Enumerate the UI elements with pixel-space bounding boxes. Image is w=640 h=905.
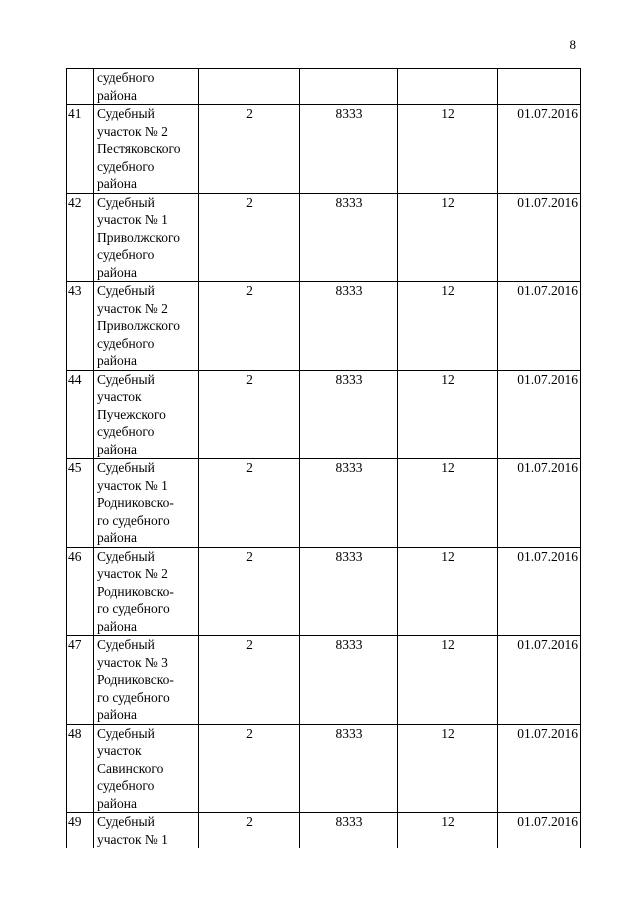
row-name-line: Родниковско-: [97, 495, 174, 510]
row-name-cell: [94, 813, 199, 849]
row-name-line: го судебного: [97, 601, 170, 616]
row-number-cell: 46: [67, 547, 94, 636]
row-name-line: судебного: [97, 424, 155, 439]
table-row: [67, 105, 581, 194]
row-name-line: судебного: [97, 70, 155, 85]
row-name-line: Приволжского: [97, 229, 180, 245]
row-date-cell: 01.07.2016: [498, 370, 581, 459]
page-number: 8: [569, 37, 576, 52]
row-number-cell: 42: [67, 193, 94, 282]
row-name-cell: [94, 724, 199, 813]
row-name-cell: [94, 370, 199, 459]
row-number-cell: 47: [67, 636, 94, 725]
row-date-cell: [498, 69, 581, 105]
row-col-b-cell: 8333: [300, 724, 398, 813]
row-col-b-cell: 8333: [300, 459, 398, 548]
row-name-line: района: [97, 707, 137, 722]
row-col-c-cell: 12: [398, 636, 498, 725]
row-number-cell: [67, 69, 94, 105]
row-name-line: района: [97, 87, 137, 103]
row-name-line: района: [97, 530, 137, 545]
row-col-c-cell: 12: [398, 547, 498, 636]
row-name-line: района: [97, 795, 137, 811]
row-name-line: Приволжского: [97, 318, 180, 333]
row-date-cell: 01.07.2016: [498, 459, 581, 548]
row-col-c-cell: 12: [398, 459, 498, 548]
row-number-cell: 48: [67, 724, 94, 813]
row-col-c-cell: 12: [398, 370, 498, 459]
row-name-line: Пучежского: [97, 406, 166, 422]
row-name-line: судебного: [97, 247, 155, 262]
row-name-line: Судебный: [97, 283, 155, 298]
row-date-cell: 01.07.2016: [498, 105, 581, 194]
row-date-cell: 01.07.2016: [498, 282, 581, 371]
row-col-a-cell: 2: [199, 813, 300, 849]
table-row: [67, 193, 581, 282]
row-name-line: Родниковско-: [97, 672, 174, 687]
row-name-cell: [94, 459, 199, 548]
row-name-line: участок № 2: [97, 566, 168, 581]
row-col-b-cell: 8333: [300, 282, 398, 371]
row-name-cell: [94, 547, 199, 636]
row-col-b-cell: 8333: [300, 193, 398, 282]
row-name-cell: [94, 193, 199, 282]
row-number-cell: 43: [67, 282, 94, 371]
row-col-b-cell: [300, 69, 398, 105]
row-col-a-cell: 2: [199, 636, 300, 725]
row-name-line: района: [97, 618, 137, 634]
row-col-b-cell: 8333: [300, 813, 398, 849]
row-date-cell: 01.07.2016: [498, 813, 581, 849]
row-name-line: участок № 3: [97, 654, 168, 670]
row-date-cell: 01.07.2016: [498, 724, 581, 813]
row-name-cell: [94, 282, 199, 371]
table-row: [67, 636, 581, 725]
row-name-line: Судебный: [97, 371, 155, 387]
row-col-a-cell: 2: [199, 282, 300, 371]
row-name-line: судебного: [97, 335, 155, 351]
row-name-line: Савинского: [97, 760, 164, 776]
table-row-continuation: [67, 69, 581, 105]
row-name-line: Судебный: [97, 814, 155, 829]
row-col-b-cell: 8333: [300, 105, 398, 194]
row-name-line: Судебный: [97, 725, 155, 741]
row-col-b-cell: 8333: [300, 636, 398, 725]
row-col-c-cell: 12: [398, 813, 498, 849]
row-name-cell: [94, 69, 199, 105]
row-date-cell: 01.07.2016: [498, 547, 581, 636]
row-date-cell: 01.07.2016: [498, 193, 581, 282]
row-number-cell: 49: [67, 813, 94, 849]
row-name-line: го судебного: [97, 689, 170, 705]
row-col-a-cell: [199, 69, 300, 105]
row-col-c-cell: 12: [398, 282, 498, 371]
row-name-cell: [94, 636, 199, 725]
table-row: [67, 813, 581, 849]
table-row: [67, 370, 581, 459]
row-name-line: Судебный: [97, 194, 155, 210]
row-col-c-cell: 12: [398, 105, 498, 194]
row-col-a-cell: 2: [199, 370, 300, 459]
row-name-line: района: [97, 264, 137, 280]
row-col-c-cell: 12: [398, 193, 498, 282]
table-row: [67, 282, 581, 371]
court-districts-table: [66, 68, 581, 848]
row-col-b-cell: 8333: [300, 547, 398, 636]
row-name-line: Судебный: [97, 637, 155, 652]
row-col-b-cell: 8333: [300, 370, 398, 459]
row-name-line: го судебного: [97, 512, 170, 528]
row-name-line: участок: [97, 389, 142, 404]
row-name-line: участок № 1: [97, 477, 168, 493]
row-name-line: Родниковско-: [97, 583, 174, 599]
row-date-cell: 01.07.2016: [498, 636, 581, 725]
row-name-line: района: [97, 176, 137, 191]
table-row: [67, 547, 581, 636]
row-name-line: судебного: [97, 158, 155, 174]
row-col-a-cell: 2: [199, 459, 300, 548]
row-name-cell: [94, 105, 199, 194]
table-row: [67, 459, 581, 548]
row-name-line: Пестяковского: [97, 141, 181, 156]
row-name-line: Судебный: [97, 106, 155, 121]
row-name-line: района: [97, 441, 137, 457]
row-col-a-cell: 2: [199, 105, 300, 194]
row-col-a-cell: 2: [199, 547, 300, 636]
row-col-a-cell: 2: [199, 193, 300, 282]
row-name-line: судебного: [97, 778, 155, 793]
row-name-line: участок № 2: [97, 123, 168, 139]
table-row: [67, 724, 581, 813]
row-number-cell: 41: [67, 105, 94, 194]
row-name-line: участок № 1: [97, 831, 168, 847]
row-name-line: Судебный: [97, 460, 155, 475]
row-col-c-cell: 12: [398, 724, 498, 813]
row-name-line: участок: [97, 743, 142, 758]
row-number-cell: 44: [67, 370, 94, 459]
row-number-cell: 45: [67, 459, 94, 548]
row-col-c-cell: [398, 69, 498, 105]
row-col-a-cell: 2: [199, 724, 300, 813]
row-name-line: Судебный: [97, 548, 155, 564]
row-name-line: района: [97, 353, 137, 368]
row-name-line: участок № 1: [97, 212, 168, 227]
row-name-line: участок № 2: [97, 300, 168, 316]
